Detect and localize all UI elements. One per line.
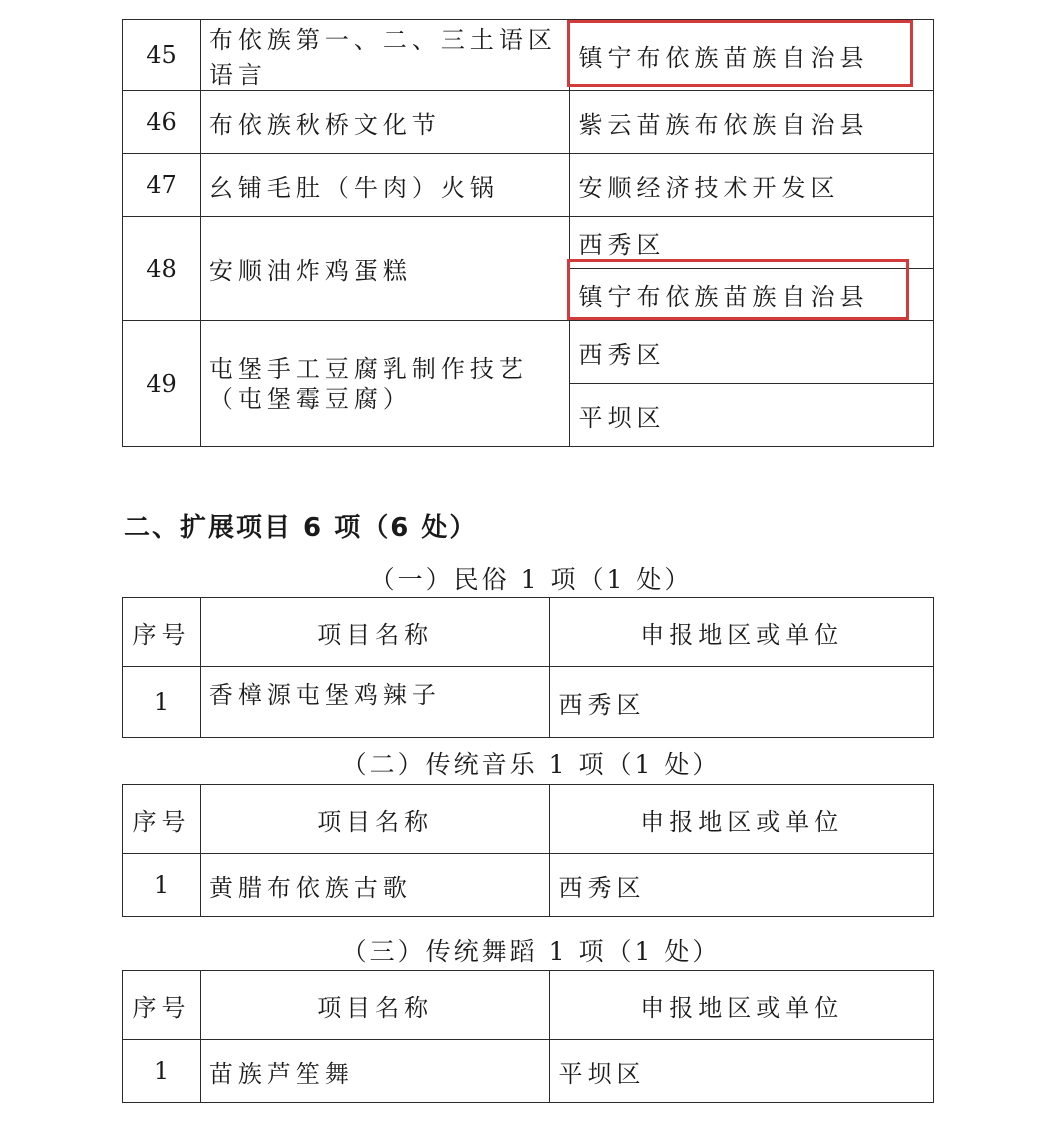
row-number: 1 [123, 667, 201, 738]
region-cell: 安顺经济技术开发区 [570, 154, 934, 217]
table-header-row [123, 598, 934, 667]
row-number: 46 [123, 91, 201, 154]
table-row [123, 667, 934, 738]
subsection-table [122, 970, 934, 1103]
row-number: 1 [123, 1040, 201, 1103]
region-cell: 西秀区 [570, 217, 934, 269]
section-heading: 二、扩展项目 6 项（6 处） [124, 513, 478, 543]
region-cell: 紫云苗族布依族自治县 [570, 91, 934, 154]
project-name: 苗族芦笙舞 [200, 1040, 550, 1103]
project-name: 幺铺毛肚（牛肉）火锅 [200, 154, 570, 217]
column-header-name: 项目名称 [200, 971, 550, 1040]
table-row [123, 321, 934, 384]
subsection-table [122, 597, 934, 738]
row-number: 49 [123, 321, 201, 447]
project-name: 安顺油炸鸡蛋糕 [200, 217, 570, 321]
highlight-box [567, 259, 909, 320]
table-row [123, 154, 934, 217]
row-number: 45 [123, 20, 201, 91]
subsection-table [122, 784, 934, 917]
column-header-name: 项目名称 [200, 598, 550, 667]
subsection-title: （二）传统音乐 1 项（1 处） [341, 750, 721, 779]
column-header-num: 序号 [123, 598, 201, 667]
project-name: 黄腊布依族古歌 [200, 854, 550, 917]
column-header-num: 序号 [123, 785, 201, 854]
region-cell: 镇宁布依族苗族自治县 [570, 269, 934, 321]
row-number: 1 [123, 854, 201, 917]
region-cell: 平坝区 [570, 384, 934, 447]
region-cell: 西秀区 [550, 667, 934, 738]
column-header-region: 申报地区或单位 [550, 971, 934, 1040]
subsection-title: （三）传统舞蹈 1 项（1 处） [341, 937, 721, 966]
highlight-box [567, 20, 913, 87]
column-header-region: 申报地区或单位 [550, 785, 934, 854]
region-cell: 西秀区 [570, 321, 934, 384]
table-row [123, 854, 934, 917]
row-number: 47 [123, 154, 201, 217]
column-header-name: 项目名称 [200, 785, 550, 854]
region-cell: 西秀区 [550, 854, 934, 917]
subsection-title: （一）民俗 1 项（1 处） [369, 565, 693, 594]
project-name: 香樟源屯堡鸡辣子 [200, 667, 550, 738]
column-header-region: 申报地区或单位 [550, 598, 934, 667]
region-cell: 镇宁布依族苗族自治县 [570, 20, 934, 91]
project-name: 布依族第一、二、三土语区语言 [200, 20, 570, 91]
column-header-num: 序号 [123, 971, 201, 1040]
region-cell: 平坝区 [550, 1040, 934, 1103]
table-row [123, 1040, 934, 1103]
project-name: 布依族秋桥文化节 [200, 91, 570, 154]
table-row [123, 91, 934, 154]
row-number: 48 [123, 217, 201, 321]
project-name: 屯堡手工豆腐乳制作技艺（屯堡霉豆腐） [200, 321, 570, 447]
table-header-row [123, 785, 934, 854]
table-header-row [123, 971, 934, 1040]
